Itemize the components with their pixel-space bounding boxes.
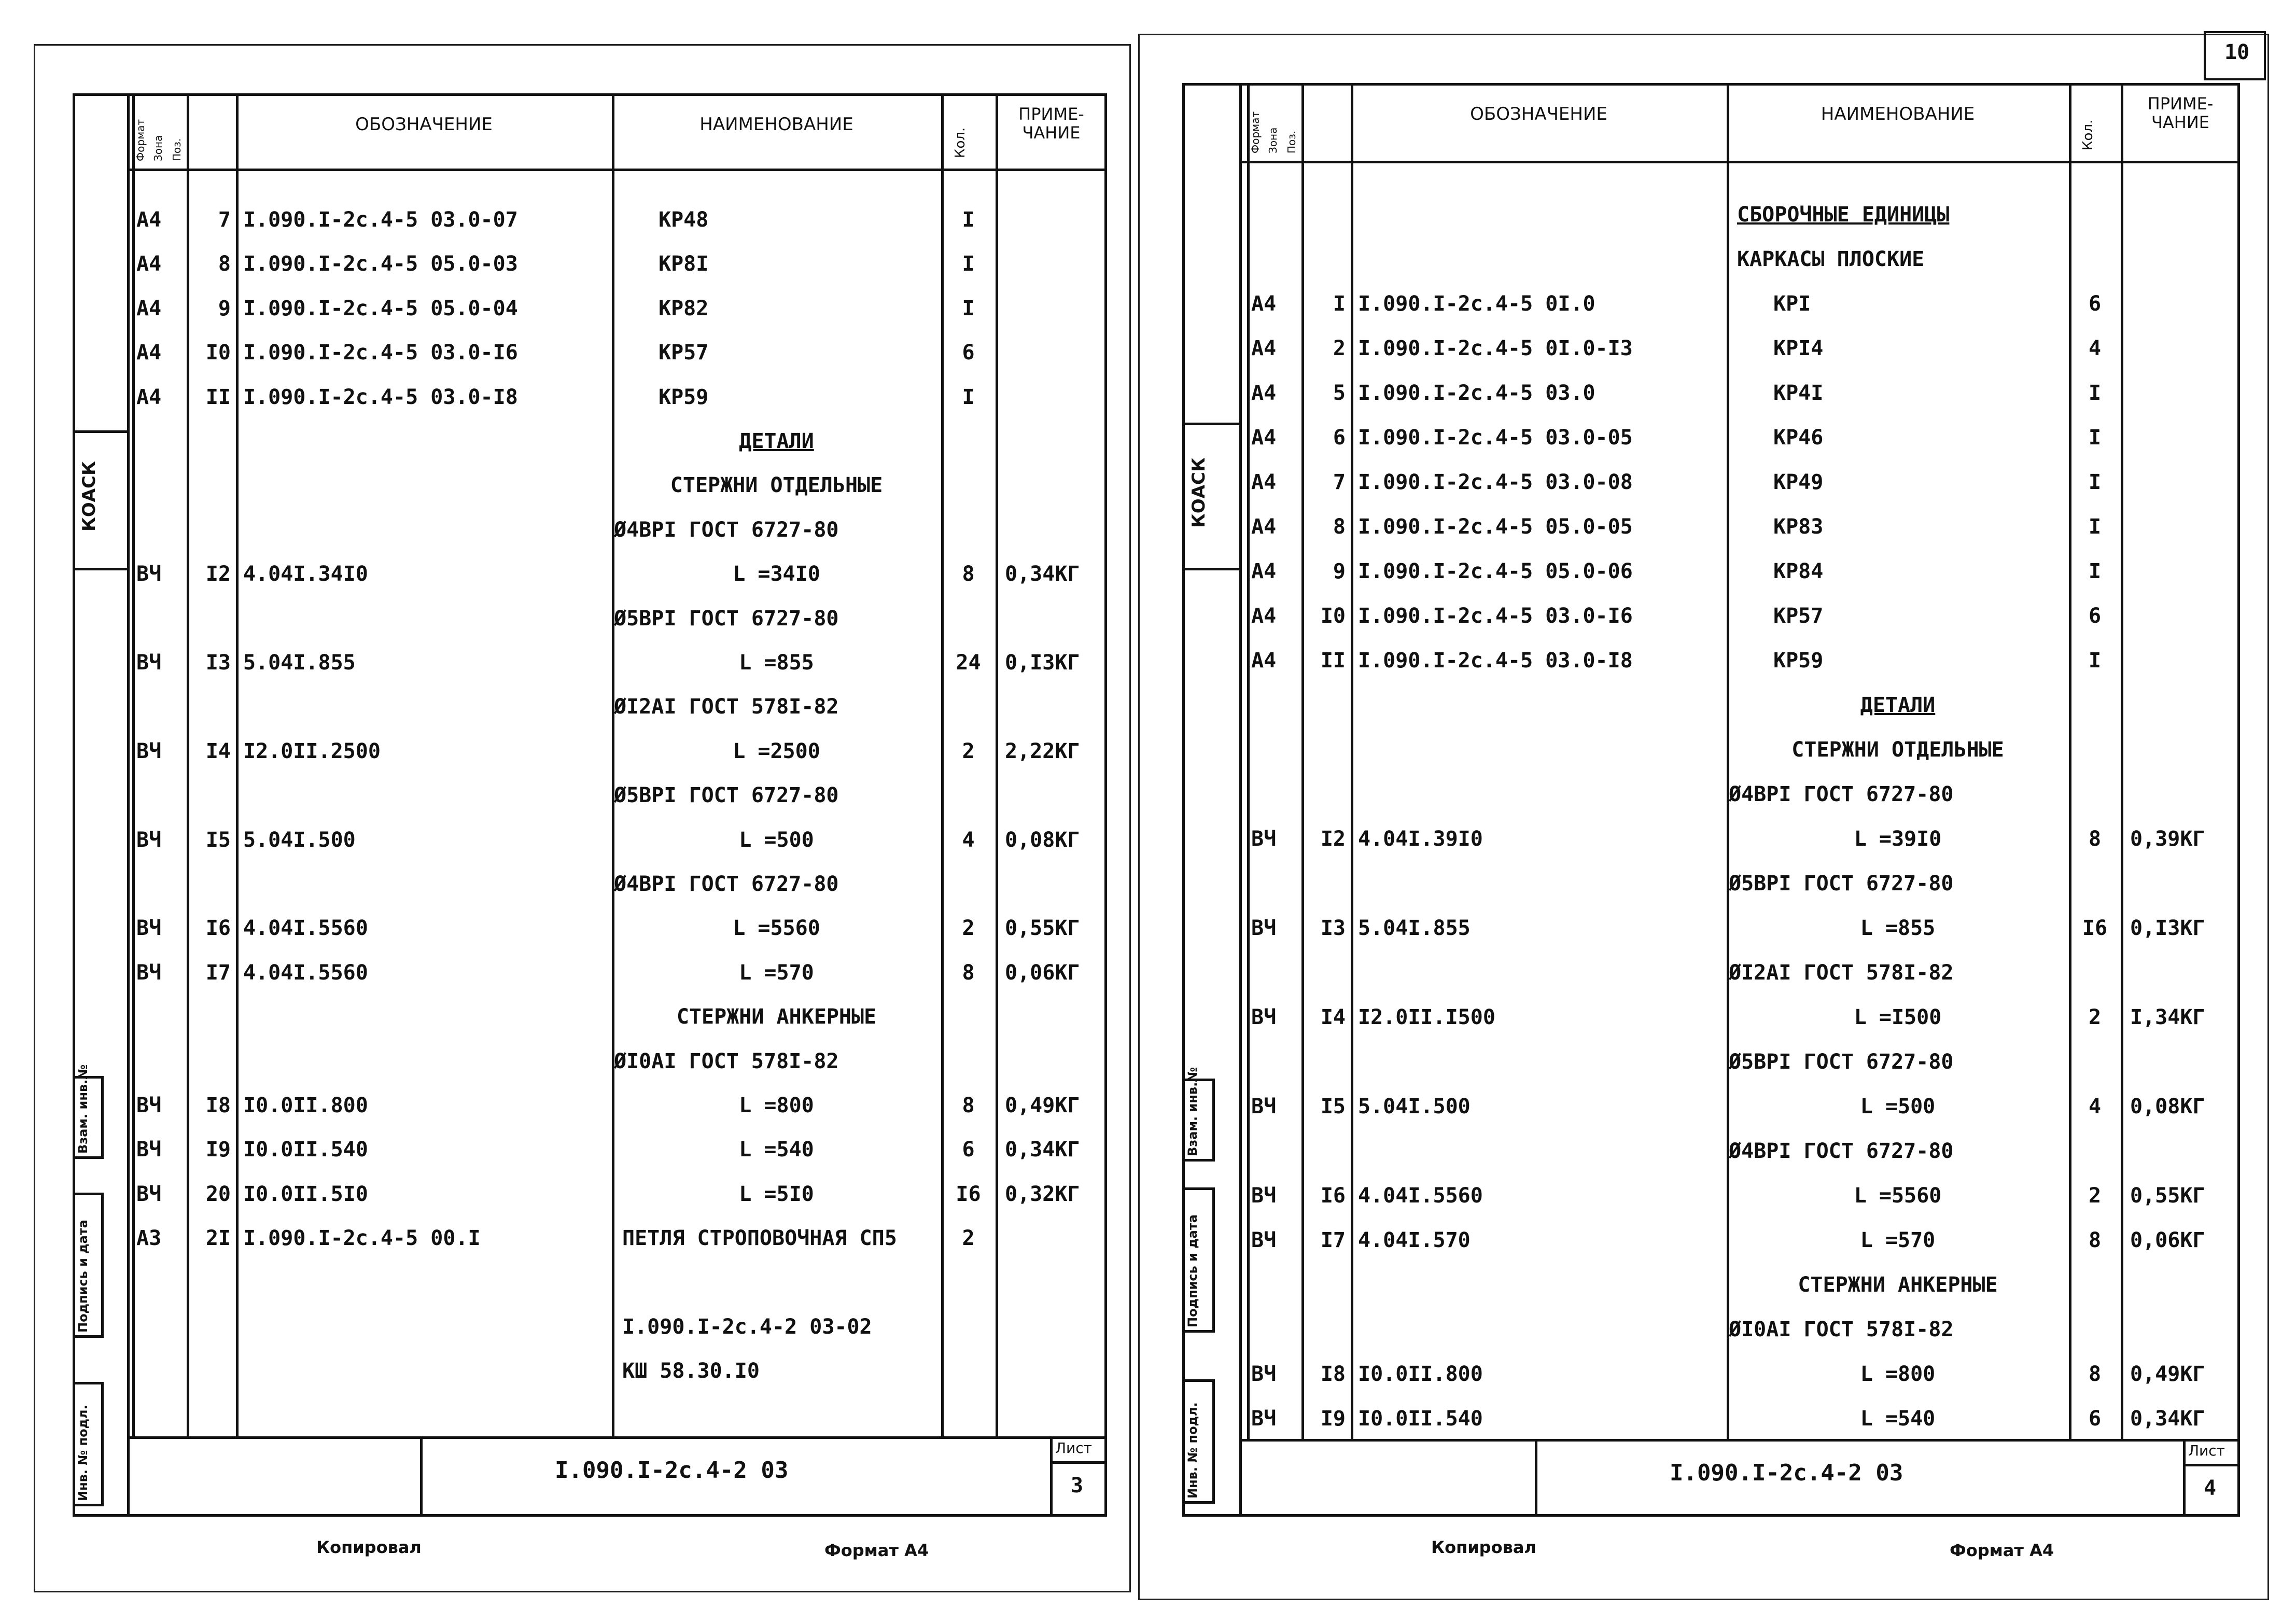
row-format: А4 (1251, 604, 1277, 628)
row-name: КШ 58.30.I0 (622, 1359, 760, 1383)
row-name: КР48 (659, 208, 709, 232)
left_sheet-copied: Копировал (316, 1537, 422, 1557)
row-designation: I0.0II.540 (243, 1138, 368, 1162)
left_sheet-tb-list-divider (1050, 1436, 1053, 1517)
row-name: Ø5ВРI ГОСТ 6727-80 (614, 783, 839, 808)
left_sheet-header-line (127, 169, 1107, 171)
row-name: L =39I0 (1854, 827, 1942, 851)
row-designation: 4.04I.5560 (243, 916, 368, 941)
row-note: 0,06КГ (1005, 960, 1080, 985)
right_sheet-col-line (1351, 83, 1353, 1439)
row-format: А4 (1251, 515, 1277, 539)
row-designation: 4.04I.570 (1358, 1228, 1471, 1252)
row-format: А4 (1251, 292, 1277, 316)
row-format: ВЧ (136, 960, 162, 985)
row-format: А4 (1251, 426, 1277, 450)
row-name: Ø4ВРI ГОСТ 6727-80 (614, 517, 839, 542)
row-note: 0,08КГ (2130, 1095, 2205, 1118)
row-pos: I3 (1320, 916, 1346, 940)
row-name: СТЕРЖНИ ОТДЕЛЬНЫЕ (670, 473, 883, 498)
left_sheet-doc-code: I.090.I-2c.4-2 03 (555, 1457, 789, 1484)
right_sheet-header-designation: ОБОЗНАЧЕНИЕ (1470, 104, 1607, 124)
row-pos: I6 (1320, 1184, 1346, 1208)
row-pos: I2 (205, 562, 231, 586)
row-qty: 24 (956, 651, 981, 675)
row-designation: 5.04I.855 (243, 651, 356, 675)
row-format: А4 (1251, 337, 1277, 360)
right_sheet-tb-list-line (2183, 1464, 2240, 1466)
row-qty: 8 (962, 960, 975, 985)
row-designation: I0.0II.5I0 (243, 1182, 368, 1206)
row-pos: 5 (1333, 381, 1346, 405)
row-name: ДЕТАЛИ (739, 429, 814, 453)
row-name: L =34I0 (733, 562, 820, 586)
row-pos: 2I (205, 1226, 231, 1251)
row-pos: 6 (1333, 426, 1346, 450)
row-note: I,34КГ (2130, 1005, 2205, 1029)
row-name: КР59 (659, 385, 709, 409)
row-pos: I8 (205, 1094, 231, 1117)
row-designation: I.090.I-2c.4-5 00.I (243, 1226, 481, 1251)
left_sheet-col-line (236, 93, 239, 1436)
row-note: 0,08КГ (1005, 828, 1080, 852)
row-qty: 6 (962, 1138, 975, 1162)
row-name: L =2500 (733, 739, 820, 763)
row-note: 0,39КГ (2130, 827, 2205, 851)
row-qty: 8 (962, 562, 975, 586)
row-qty: 8 (2088, 827, 2102, 851)
left_sheet-header-zone: Зона (152, 135, 164, 161)
right_sheet-col-line (1247, 83, 1250, 1439)
right_sheet-header-note: ПРИМЕ- ЧАНИЕ (2147, 94, 2214, 132)
row-qty: I (962, 385, 975, 409)
row-format: ВЧ (1251, 1005, 1277, 1029)
row-qty: 2 (962, 1226, 975, 1251)
row-name: L =800 (1860, 1362, 1936, 1386)
left_sheet-podp_data-label: Подпись и дата (76, 1220, 90, 1333)
row-note: 0,49КГ (1005, 1094, 1080, 1117)
row-designation: I.090.I-2c.4-5 05.0-04 (243, 296, 518, 320)
row-designation: I.090.I-2c.4-5 03.0-I6 (243, 341, 518, 365)
row-name: L =570 (739, 960, 814, 985)
row-note: 0,32КГ (1005, 1182, 1080, 1206)
row-pos: II (1320, 649, 1346, 673)
row-pos: I9 (1320, 1407, 1346, 1431)
row-designation: I.090.I-2c.4-5 03.0 (1358, 381, 1595, 405)
row-name: Ø4ВРI ГОСТ 6727-80 (1729, 1139, 1954, 1163)
row-name: КР8I (659, 252, 709, 276)
right_sheet-doc-code: I.090.I-2c.4-2 03 (1670, 1460, 1903, 1486)
row-qty: 4 (2088, 337, 2102, 360)
row-qty: 8 (2088, 1228, 2102, 1252)
row-qty: 2 (962, 739, 975, 763)
row-name: L =500 (1860, 1095, 1936, 1118)
row-name: I.090.I-2c.4-2 03-02 (622, 1315, 872, 1339)
row-format: А4 (1251, 559, 1277, 583)
right_sheet-header-format: Формат (1249, 111, 1262, 153)
row-name: L =500 (739, 828, 814, 852)
row-pos: I5 (1320, 1095, 1346, 1118)
left_sheet-list-label: Лист (1055, 1439, 1092, 1457)
row-qty: 6 (2088, 604, 2102, 628)
right_sheet-format: Формат А4 (1950, 1541, 2054, 1560)
row-name: КР59 (1773, 649, 1824, 673)
row-name: ДЕТАЛИ (1860, 693, 1936, 717)
left_sheet-format: Формат А4 (824, 1541, 929, 1560)
row-pos: I9 (205, 1138, 231, 1162)
row-name: СБОРОЧНЫЕ ЕДИНИЦЫ (1737, 203, 1950, 227)
left_sheet-header-note: ПРИМЕ- ЧАНИЕ (1018, 104, 1084, 143)
row-qty: 2 (2088, 1184, 2102, 1208)
row-name: КР82 (659, 296, 709, 320)
row-note: 0,I3КГ (1005, 651, 1080, 675)
left_sheet-list-number: 3 (1071, 1474, 1084, 1498)
row-note: 0,55КГ (1005, 916, 1080, 941)
row-name: КРI4 (1773, 337, 1824, 360)
row-pos: I0 (205, 341, 231, 365)
row-pos: 7 (218, 208, 231, 232)
row-pos: I4 (1320, 1005, 1346, 1029)
row-designation: I.090.I-2c.4-5 05.0-06 (1358, 559, 1633, 583)
left_sheet-tb-line (127, 1436, 1107, 1439)
row-qty: I (962, 208, 975, 232)
row-pos: II (205, 385, 231, 409)
row-qty: I (2088, 426, 2102, 450)
right_sheet-inv_podl-label: Инв. № подл. (1185, 1402, 1200, 1499)
row-name: L =I500 (1854, 1005, 1942, 1029)
row-designation: 4.04I.34I0 (243, 562, 368, 586)
row-qty: 4 (2088, 1095, 2102, 1118)
row-qty: 6 (962, 341, 975, 365)
row-format: ВЧ (1251, 1184, 1277, 1208)
row-pos: 2 (1333, 337, 1346, 360)
row-name: L =540 (739, 1138, 814, 1162)
row-qty: I6 (956, 1182, 981, 1206)
row-name: КРI (1773, 292, 1811, 316)
row-note: 0,49КГ (2130, 1362, 2205, 1386)
row-name: ПЕТЛЯ СТРОПОВОЧНАЯ СП5 (622, 1226, 897, 1251)
right_sheet-list-label: Лист (2188, 1442, 2225, 1459)
right_sheet-tb-line (1239, 1439, 2240, 1442)
row-name: КР83 (1773, 515, 1824, 539)
row-name: Ø4ВРI ГОСТ 6727-80 (614, 872, 839, 896)
row-format: ВЧ (136, 651, 162, 675)
row-format: ВЧ (136, 1094, 162, 1117)
row-note: 0,55КГ (2130, 1184, 2205, 1208)
row-qty: I (962, 252, 975, 276)
row-name: L =5560 (733, 916, 820, 941)
row-name: Ø5ВРI ГОСТ 6727-80 (614, 606, 839, 631)
left_sheet-tb-divider (420, 1436, 423, 1517)
left_sheet-col-line (132, 93, 135, 1436)
row-format: А3 (136, 1226, 162, 1251)
row-format: А4 (136, 296, 162, 320)
right_sheet-vzam_inv-label: Взам. инв.№ (1185, 1067, 1200, 1156)
row-name: Ø5ВРI ГОСТ 6727-80 (1729, 1050, 1954, 1074)
row-qty: 2 (962, 916, 975, 941)
row-format: ВЧ (136, 1182, 162, 1206)
right_sheet-tb-list-divider (2183, 1439, 2186, 1517)
row-note: 0,34КГ (2130, 1407, 2205, 1431)
left_sheet-vzam_inv-label: Взам. инв.№ (76, 1064, 90, 1154)
row-qty: I (2088, 649, 2102, 673)
left_sheet-header-format: Формат (134, 119, 147, 161)
row-name: L =855 (1860, 916, 1936, 940)
row-qty: I (2088, 559, 2102, 583)
row-designation: I.090.I-2c.4-5 03.0-07 (243, 208, 518, 232)
row-designation: I.090.I-2c.4-5 03.0-05 (1358, 426, 1633, 450)
row-designation: 5.04I.500 (1358, 1095, 1471, 1118)
row-designation: I.090.I-2c.4-5 03.0-I6 (1358, 604, 1633, 628)
row-designation: I2.0II.2500 (243, 739, 381, 763)
row-name: L =540 (1860, 1407, 1936, 1431)
row-designation: 5.04I.500 (243, 828, 356, 852)
row-note: 0,06КГ (2130, 1228, 2205, 1252)
row-pos: 9 (218, 296, 231, 320)
row-name: КР57 (659, 341, 709, 365)
row-pos: I6 (205, 916, 231, 941)
left_sheet-col-line (996, 93, 998, 1436)
row-qty: 8 (2088, 1362, 2102, 1386)
row-name: L =5I0 (739, 1182, 814, 1206)
row-format: ВЧ (1251, 1407, 1277, 1431)
row-designation: I.090.I-2c.4-5 05.0-05 (1358, 515, 1633, 539)
left_sheet-header-pos: Поз. (171, 138, 183, 161)
row-format: ВЧ (1251, 916, 1277, 940)
row-designation: 4.04I.5560 (1358, 1184, 1483, 1208)
right_sheet-header-qty: Кол. (2080, 119, 2096, 150)
row-qty: 6 (2088, 292, 2102, 316)
row-designation: 4.04I.39I0 (1358, 827, 1483, 851)
row-designation: I.090.I-2c.4-5 03.0-I8 (1358, 649, 1633, 673)
row-qty: I (2088, 515, 2102, 539)
row-name: L =800 (739, 1094, 814, 1117)
row-pos: 8 (218, 252, 231, 276)
row-name: L =855 (739, 651, 814, 675)
row-format: А4 (136, 341, 162, 365)
row-note: 0,34КГ (1005, 1138, 1080, 1162)
right_sheet-koask-label: КОАСК (1188, 457, 1209, 528)
row-designation: I.090.I-2c.4-5 05.0-03 (243, 252, 518, 276)
row-pos: I5 (205, 828, 231, 852)
row-format: ВЧ (136, 739, 162, 763)
row-format: А4 (136, 385, 162, 409)
row-pos: I (1333, 292, 1346, 316)
left_sheet-inv_podl-label: Инв. № подл. (76, 1405, 90, 1501)
row-name: КР49 (1773, 470, 1824, 494)
row-name: ØI0АI ГОСТ 578I-82 (1729, 1318, 1954, 1341)
row-format: ВЧ (1251, 1095, 1277, 1118)
right_sheet-tb-divider (1535, 1439, 1537, 1517)
right_sheet-header-name: НАИМЕНОВАНИЕ (1821, 104, 1975, 124)
row-pos: I0 (1320, 604, 1346, 628)
left_sheet-header-qty: Кол. (953, 127, 968, 158)
row-designation: 5.04I.855 (1358, 916, 1471, 940)
row-format: А4 (1251, 381, 1277, 405)
row-pos: 20 (205, 1182, 231, 1206)
row-format: ВЧ (1251, 1228, 1277, 1252)
row-name: ØI2АI ГОСТ 578I-82 (614, 695, 839, 719)
row-format: ВЧ (136, 562, 162, 586)
row-name: L =570 (1860, 1228, 1936, 1252)
row-pos: 9 (1333, 559, 1346, 583)
row-format: А4 (1251, 470, 1277, 494)
row-designation: I0.0II.800 (243, 1094, 368, 1117)
row-format: А4 (1251, 649, 1277, 673)
row-qty: 4 (962, 828, 975, 852)
row-pos: I7 (205, 960, 231, 985)
row-qty: 2 (2088, 1005, 2102, 1029)
row-designation: 4.04I.5560 (243, 960, 368, 985)
left_sheet-col-line (612, 93, 614, 1436)
row-qty: I (2088, 381, 2102, 405)
row-name: КР84 (1773, 559, 1824, 583)
row-pos: 8 (1333, 515, 1346, 539)
row-name: КР4I (1773, 381, 1824, 405)
row-designation: I.090.I-2c.4-5 0I.0-I3 (1358, 337, 1633, 360)
row-name: СТЕРЖНИ ОТДЕЛЬНЫЕ (1791, 738, 2004, 762)
right_sheet-header-zone: Зона (1267, 127, 1279, 153)
row-qty: I (2088, 470, 2102, 494)
row-name: Ø4ВРI ГОСТ 6727-80 (1729, 782, 1954, 806)
row-name: ØI2АI ГОСТ 578I-82 (1729, 961, 1954, 985)
row-designation: I.090.I-2c.4-5 03.0-08 (1358, 470, 1633, 494)
right_sheet-col-line (1301, 83, 1304, 1439)
row-format: А4 (136, 208, 162, 232)
left_sheet-col-line (187, 93, 189, 1436)
row-qty: I (962, 296, 975, 320)
row-format: ВЧ (1251, 1362, 1277, 1386)
row-designation: I.090.I-2c.4-5 03.0-I8 (243, 385, 518, 409)
row-note: 2,22КГ (1005, 739, 1080, 763)
row-name: КР57 (1773, 604, 1824, 628)
row-designation: I0.0II.540 (1358, 1407, 1483, 1431)
right_sheet-col-line (2121, 83, 2123, 1439)
row-format: ВЧ (136, 1138, 162, 1162)
left_sheet-koask-label: КОАСК (79, 461, 100, 531)
right_sheet-header-line (1239, 161, 2240, 163)
row-designation: I0.0II.800 (1358, 1362, 1483, 1386)
right_sheet-header-pos: Поз. (1285, 130, 1298, 153)
left_sheet-tb-list-line (1050, 1461, 1107, 1464)
row-name: Ø5ВРI ГОСТ 6727-80 (1729, 872, 1954, 896)
row-designation: I2.0II.I500 (1358, 1005, 1495, 1029)
row-format: ВЧ (136, 916, 162, 941)
row-pos: I4 (205, 739, 231, 763)
row-name: СТЕРЖНИ АНКЕРНЫЕ (1798, 1273, 1998, 1297)
row-note: 0,I3КГ (2130, 916, 2205, 940)
row-name: СТЕРЖНИ АНКЕРНЫЕ (676, 1005, 877, 1029)
row-designation: I.090.I-2c.4-5 0I.0 (1358, 292, 1595, 316)
row-name: L =5560 (1854, 1184, 1942, 1208)
row-qty: 8 (962, 1094, 975, 1117)
row-format: ВЧ (136, 828, 162, 852)
row-qty: 6 (2088, 1407, 2102, 1431)
row-pos: I7 (1320, 1228, 1346, 1252)
right_sheet-list-number: 4 (2204, 1476, 2217, 1500)
row-pos: I8 (1320, 1362, 1346, 1386)
right_sheet-copied: Копировал (1431, 1537, 1536, 1557)
page-number: 10 (2224, 40, 2250, 64)
row-format: ВЧ (1251, 827, 1277, 851)
right_sheet-podp_data-label: Подпись и дата (1185, 1214, 1200, 1327)
row-qty: I6 (2082, 916, 2108, 940)
row-pos: 7 (1333, 470, 1346, 494)
row-pos: I2 (1320, 827, 1346, 851)
row-pos: I3 (205, 651, 231, 675)
left_sheet-header-name: НАИМЕНОВАНИЕ (699, 114, 853, 135)
row-note: 0,34КГ (1005, 562, 1080, 586)
left_sheet-header-designation: ОБОЗНАЧЕНИЕ (355, 114, 493, 135)
row-name: КР46 (1773, 426, 1824, 450)
row-name: КАРКАСЫ ПЛОСКИЕ (1737, 247, 1925, 271)
row-name: ØI0АI ГОСТ 578I-82 (614, 1049, 839, 1073)
row-format: А4 (136, 252, 162, 276)
